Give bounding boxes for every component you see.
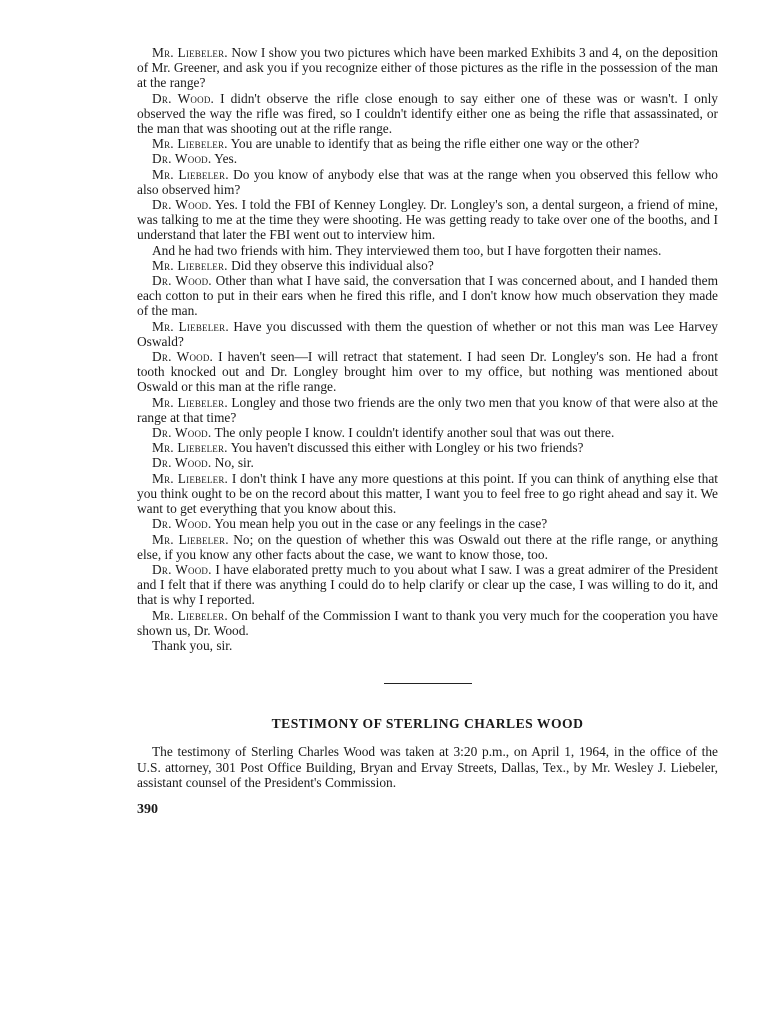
paragraph-text: Other than what I have said, the conversation that I was concerned about, and I handed them each cotton to put in their ears when he fired this rifle, and I don't know how much observation they made of the man. — [137, 273, 718, 319]
transcript-paragraph — [137, 455, 718, 470]
paragraph-text: Did they observe this individual also? — [231, 257, 434, 273]
speaker-label: Mr. Liebeler. — [152, 45, 228, 60]
speaker-label: Dr. Wood. — [152, 273, 212, 289]
speaker-label: Dr. Wood. — [152, 349, 214, 365]
transcript — [137, 45, 718, 653]
speaker-label: Mr. Liebeler. — [152, 257, 228, 273]
paragraph-text: No, sir. — [214, 455, 254, 471]
transcript-paragraph — [137, 395, 718, 425]
paragraph-text: Now I show you two pictures which have been marked Exhibits 3 and 4, on the deposition of Mr. Greener, and ask you if you recognize either of those pictures as the rifle in the possession of the man at the range? — [137, 45, 718, 91]
transcript-paragraph — [137, 151, 718, 166]
transcript-paragraph — [137, 243, 718, 258]
transcript-paragraph — [137, 562, 718, 608]
transcript-paragraph — [137, 471, 718, 517]
speaker-label: Dr. Wood. — [152, 455, 212, 471]
section-heading: TESTIMONY OF STERLING CHARLES WOOD — [271, 716, 584, 732]
speaker-label: Dr. Wood. — [152, 425, 212, 441]
transcript-paragraph — [137, 45, 718, 91]
transcript-paragraph — [137, 440, 718, 455]
speaker-label: Dr. Wood. — [152, 151, 212, 167]
transcript-paragraph — [137, 258, 718, 273]
transcript-paragraph — [137, 425, 718, 440]
page-number: 390 — [137, 801, 158, 817]
transcript-paragraph — [137, 638, 718, 653]
paragraph-text: And he had two friends with him. They interviewed them too, but I have forgotten their names. — [152, 242, 662, 258]
transcript-paragraph — [137, 167, 718, 197]
speaker-label: Mr. Liebeler. — [152, 531, 229, 547]
speaker-label: Dr. Wood. — [152, 561, 212, 577]
transcript-paragraph — [137, 349, 718, 395]
transcript-paragraph — [137, 532, 718, 562]
speaker-label: Mr. Liebeler. — [152, 440, 228, 456]
paragraph-text: The only people I know. I couldn't identify another soul that was out there. — [214, 425, 615, 441]
transcript-paragraph — [137, 197, 718, 243]
paragraph-text: Thank you, sir. — [152, 637, 233, 653]
transcript-paragraph — [137, 516, 718, 531]
paragraph-text: Have you discussed with them the question of whether or not this man was Lee Harvey Oswald? — [137, 318, 718, 349]
speaker-label: Dr. Wood. — [152, 90, 215, 106]
speaker-label: Mr. Liebeler. — [152, 136, 228, 152]
paragraph-text: I haven't seen—I will retract that statement. I had seen Dr. Longley's son. He had a front tooth knocked out and Dr. Longley brought him over to my office, but nothing was mentioned about Oswald or this man at the rifle range. — [137, 349, 718, 395]
paragraph-text: You mean help you out in the case or any feelings in the case? — [214, 516, 548, 532]
transcript-paragraph — [137, 608, 718, 638]
speaker-label: Mr. Liebeler. — [152, 394, 228, 410]
paragraph-text: You haven't discussed this either with Longley or his two friends? — [230, 440, 584, 456]
speaker-label: Dr. Wood. — [152, 516, 212, 532]
speaker-label: Mr. Liebeler. — [152, 607, 228, 623]
paragraph-text: I didn't observe the rifle close enough to say either one of these was or wasn't. I only observed the way the rifle was fired, so I couldn't identify either one as being the rifle that assassinated, or the man that was shooting out at the rifle range. — [137, 90, 718, 137]
transcript-paragraph — [137, 136, 718, 151]
transcript-paragraph — [137, 319, 718, 349]
paragraph-text: I don't think I have any more questions at this point. If you can think of anything else that you think ought to be on the record about this matter, I want you to feel free to go right ahead and say it. We want to get everything that you know about this. — [137, 470, 718, 517]
paragraph-text: Yes. — [214, 151, 238, 167]
document-page — [137, 45, 718, 817]
paragraph-text: You are unable to identify that as being the rifle either one way or the other? — [230, 136, 640, 152]
paragraph-text: Longley and those two friends are the only two men that you know of that were also at the range at that time? — [137, 394, 718, 425]
paragraph-text: Yes. I told the FBI of Kenney Longley. Dr. Longley's son, a dental surgeon, a friend of mine, was talking to me at the time they were shooting. He was getting ready to take over one of the booths, and I understand that later the FBI went out to interview him. — [137, 197, 718, 243]
paragraph-text: On behalf of the Commission I want to thank you very much for the cooperation you have shown us, Dr. Wood. — [137, 607, 718, 638]
transcript-paragraph — [137, 273, 718, 319]
paragraph-text: Do you know of anybody else that was at the range when you observed this fellow who also observed him? — [137, 166, 718, 197]
speaker-label: Mr. Liebeler. — [152, 318, 229, 334]
speaker-label: Dr. Wood. — [152, 197, 212, 213]
speaker-label: Mr. Liebeler. — [152, 166, 229, 182]
testimony-intro: The testimony of Sterling Charles Wood was taken at 3:20 p.m., on April 1, 1964, in the office of the U.S. attorney, 301 Post Office Building, Bryan and Ervay Streets, Dallas, Tex., by Mr. Wesley J. Liebeler, assistant counsel of the President's Commission. — [137, 744, 718, 790]
transcript-paragraph — [137, 91, 718, 137]
speaker-label: Mr. Liebeler. — [152, 470, 229, 486]
paragraph-text: I have elaborated pretty much to you about what I saw. I was a great admirer of the President and I felt that if there was anything I could do to help clarify or clear up the case, I was willing to do it, and that is why I reported. — [137, 561, 718, 608]
section-divider — [384, 683, 472, 684]
paragraph-text: No; on the question of whether this was Oswald out there at the rifle range, or anything else, if you know any other facts about the case, we want to know those, too. — [137, 531, 718, 562]
